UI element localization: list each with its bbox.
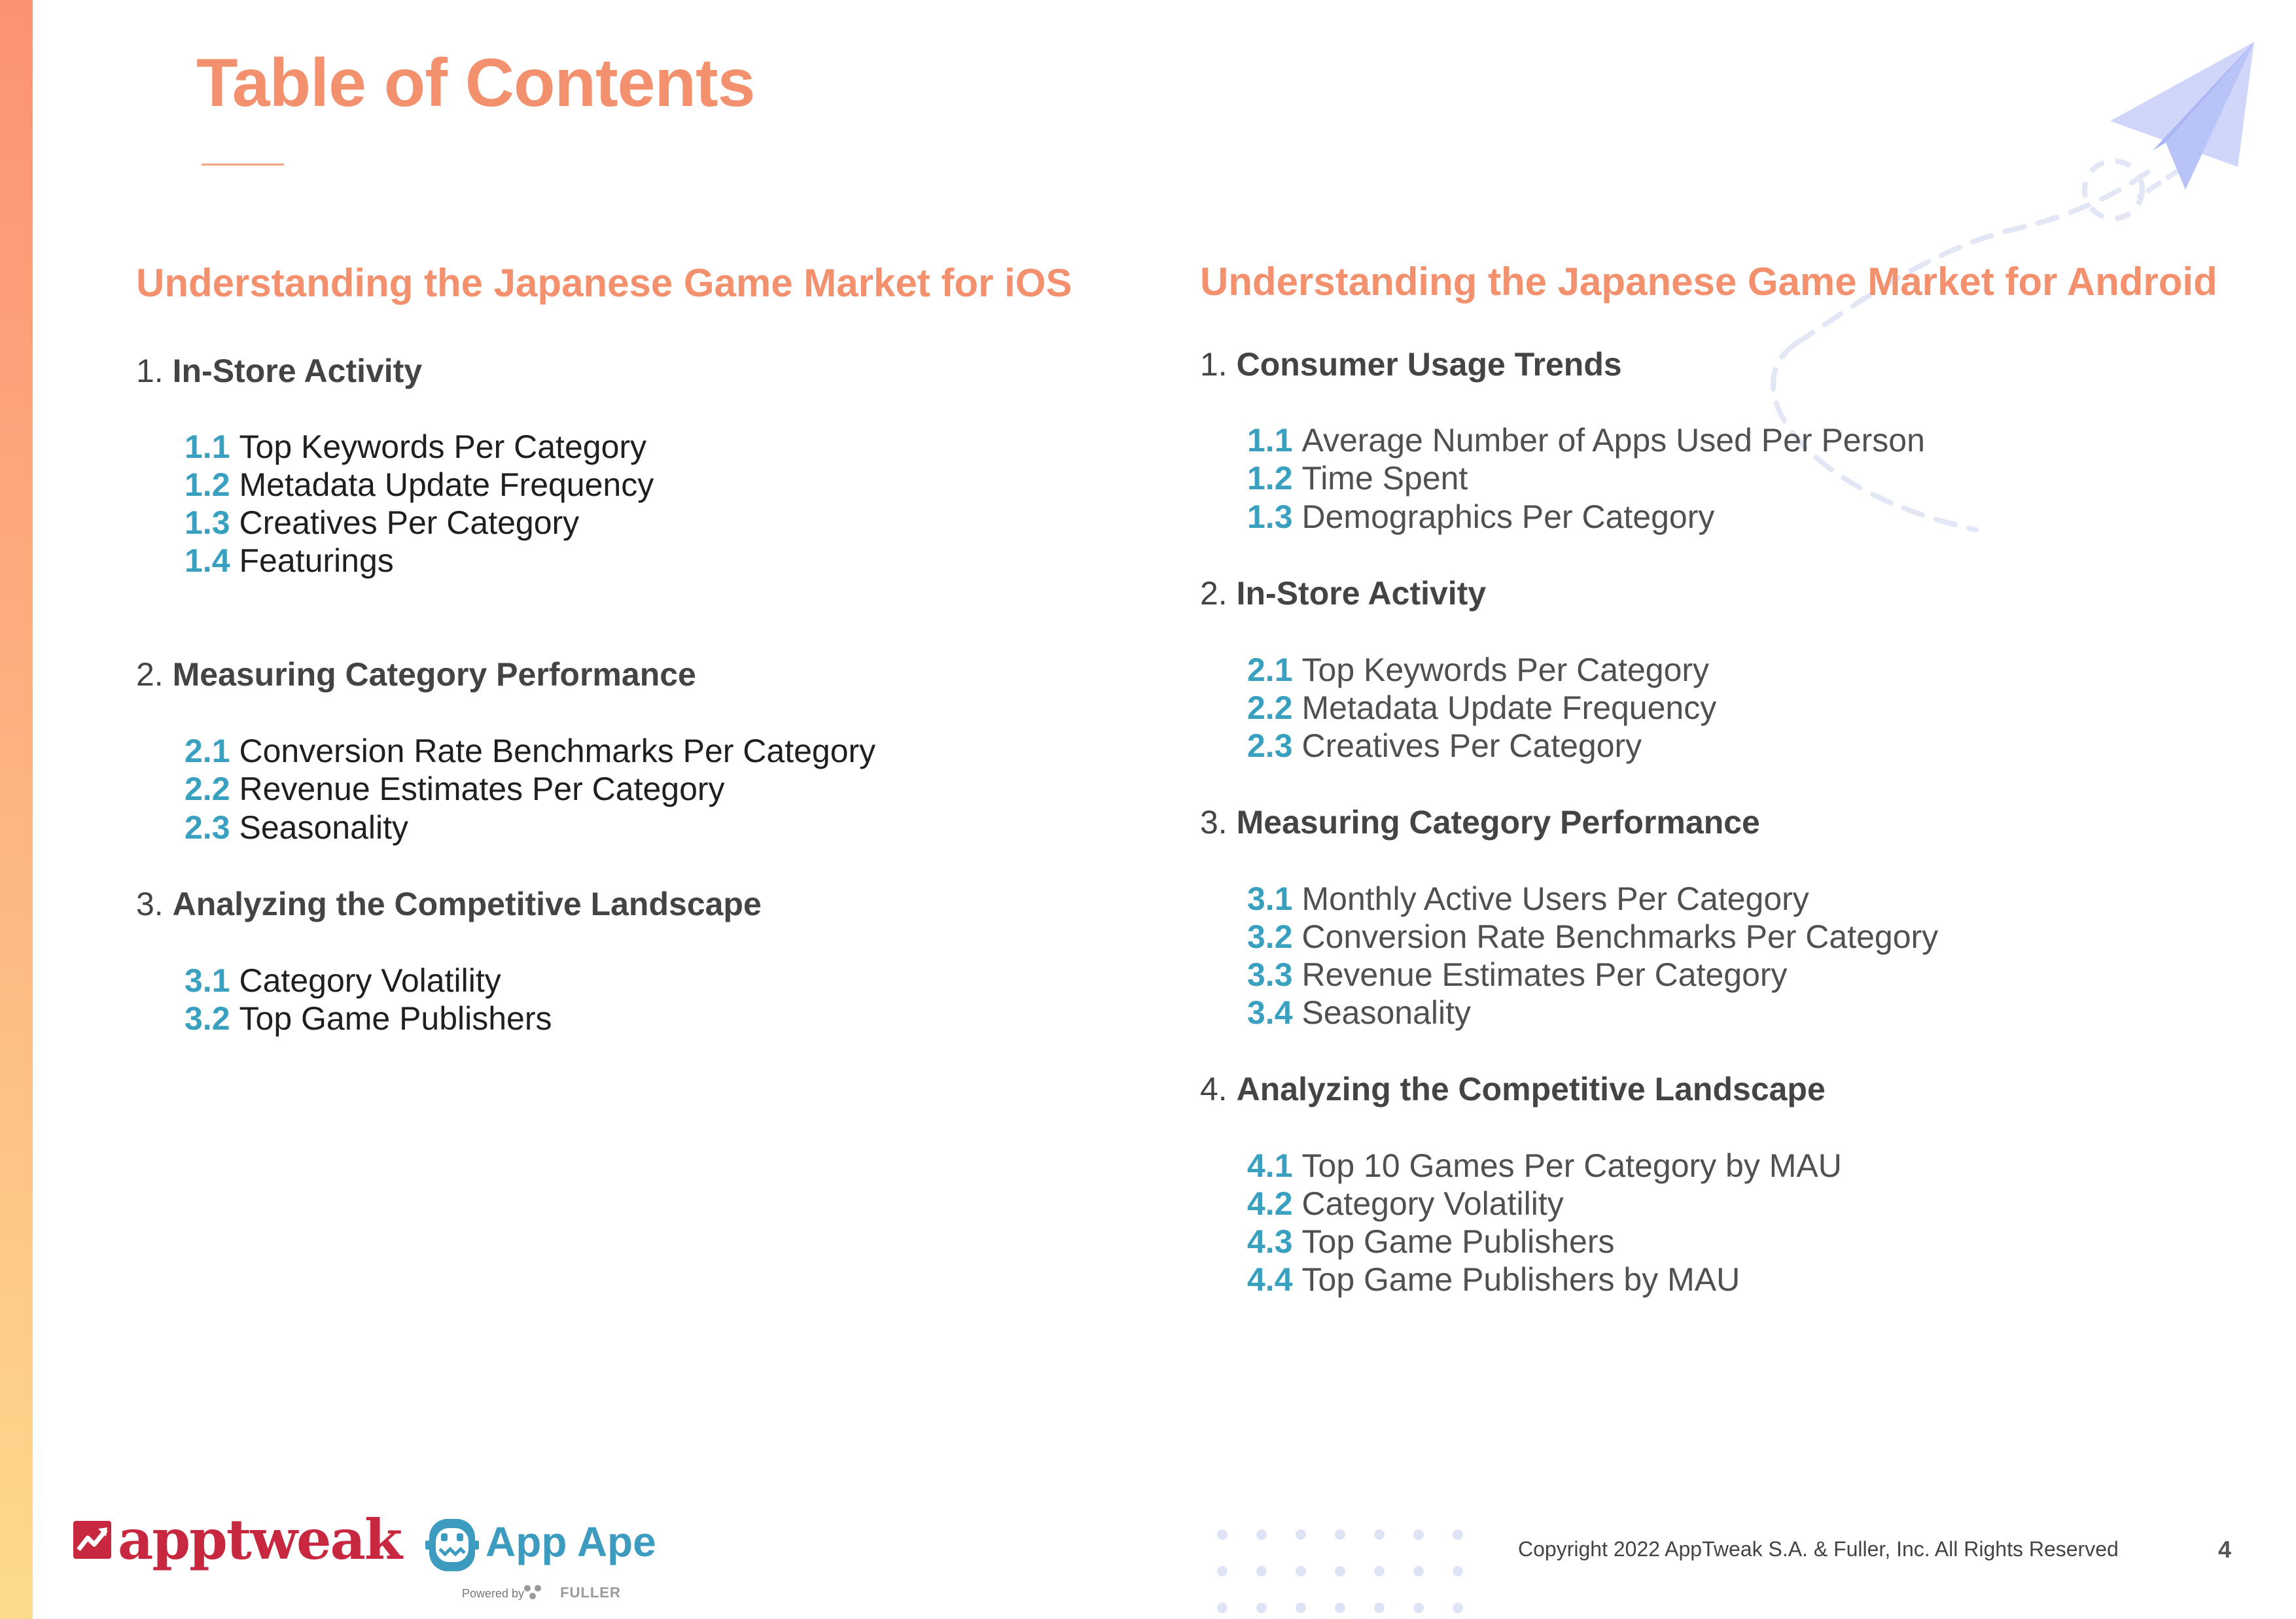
android-section-4[interactable]: [1200, 1070, 1826, 1108]
ios-item-2-2[interactable]: [185, 770, 725, 808]
android-item-2-1[interactable]: [1247, 651, 1709, 689]
decor-dot: [1217, 1529, 1227, 1540]
item-label: Demographics Per Category: [1301, 498, 1715, 535]
ios-item-1-3[interactable]: [185, 504, 579, 542]
section-title: Consumer Usage Trends: [1236, 346, 1622, 383]
title-underline: [202, 164, 284, 165]
android-item-4-1[interactable]: [1247, 1147, 1842, 1185]
item-label: Top Game Publishers by MAU: [1301, 1261, 1740, 1298]
ios-item-1-2[interactable]: [185, 466, 654, 504]
item-number: 3.2: [1247, 918, 1293, 955]
decor-dot: [1217, 1603, 1227, 1613]
item-number: 4.2: [1247, 1185, 1293, 1222]
decor-dot: [1374, 1529, 1385, 1540]
item-label: Average Number of Apps Used Per Person: [1301, 422, 1925, 459]
copyright-text: Copyright 2022 AppTweak S.A. & Fuller, Inc. All Rights Reserved: [1518, 1537, 2119, 1561]
ios-item-2-3[interactable]: [185, 809, 408, 846]
item-label: Top Keywords Per Category: [1301, 652, 1710, 688]
decor-dot: [1413, 1529, 1424, 1540]
item-label: Metadata Update Frequency: [1301, 689, 1717, 726]
android-item-4-4[interactable]: [1247, 1261, 1740, 1298]
section-number: 3.: [136, 886, 164, 922]
item-number: 2.3: [1247, 727, 1293, 764]
android-section-3[interactable]: [1200, 803, 1760, 841]
decor-dot: [1256, 1566, 1267, 1576]
decor-dot: [1335, 1529, 1345, 1540]
ios-item-1-4[interactable]: [185, 542, 394, 580]
decor-dot: [1413, 1603, 1424, 1613]
item-number: 3.4: [1247, 994, 1293, 1031]
section-number: 4.: [1200, 1071, 1227, 1107]
item-number: 1.2: [1247, 460, 1293, 496]
item-label: Featurings: [239, 542, 394, 579]
item-number: 1.1: [1247, 422, 1293, 459]
section-title: Measuring Category Performance: [1236, 804, 1760, 841]
item-label: Metadata Update Frequency: [239, 466, 654, 503]
section-number: 3.: [1200, 804, 1227, 841]
item-label: Seasonality: [239, 809, 409, 846]
powered-by-label: Powered by: [462, 1587, 525, 1600]
section-number: 1.: [1200, 346, 1227, 383]
item-label: Revenue Estimates Per Category: [239, 771, 725, 807]
item-number: 4.1: [1247, 1147, 1293, 1184]
decor-dot: [1296, 1603, 1306, 1613]
section-number: 1.: [136, 353, 164, 389]
item-label: Revenue Estimates Per Category: [1301, 956, 1788, 993]
item-number: 2.1: [185, 733, 230, 769]
android-item-4-3[interactable]: [1247, 1223, 1615, 1261]
ios-item-1-1[interactable]: [185, 428, 646, 466]
android-section-1[interactable]: [1200, 345, 1622, 383]
decor-dot: [1374, 1603, 1385, 1613]
decor-dot: [1413, 1566, 1424, 1576]
item-number: 3.2: [185, 1000, 230, 1037]
dot-grid-decoration: [1217, 1529, 1492, 1619]
item-label: Creatives Per Category: [1301, 727, 1642, 764]
appape-logo: [425, 1516, 656, 1601]
item-number: 2.1: [1247, 652, 1293, 688]
side-gradient-bar: [0, 0, 33, 1619]
decor-dot: [1217, 1566, 1227, 1576]
apptweak-logo-icon: [73, 1521, 111, 1559]
appape-monkey-icon: [425, 1516, 479, 1576]
android-item-4-2[interactable]: [1247, 1185, 1564, 1223]
decor-dot: [1335, 1566, 1345, 1576]
decor-dot: [1256, 1529, 1267, 1540]
decor-dot: [1374, 1566, 1385, 1576]
item-number: 2.2: [185, 771, 230, 807]
item-number: 1.4: [185, 542, 230, 579]
appape-wordmark: App Ape: [486, 1518, 656, 1565]
section-title: Measuring Category Performance: [172, 656, 696, 693]
decor-dot: [1296, 1529, 1306, 1540]
android-item-3-4[interactable]: [1247, 994, 1471, 1032]
section-number: 2.: [136, 656, 164, 693]
item-number: 1.3: [1247, 498, 1293, 535]
page-number: 4: [2218, 1536, 2232, 1563]
ios-item-3-2[interactable]: [185, 1000, 552, 1037]
item-label: Category Volatility: [1301, 1185, 1564, 1222]
decor-dot: [1453, 1529, 1463, 1540]
android-item-2-2[interactable]: [1247, 689, 1716, 727]
page-title: Table of Contents: [196, 45, 755, 121]
section-number: 2.: [1200, 575, 1227, 612]
item-number: 2.2: [1247, 689, 1293, 726]
appape-powered-by: [462, 1584, 621, 1601]
item-label: Monthly Active Users Per Category: [1301, 880, 1809, 917]
ios-section-2[interactable]: [136, 655, 696, 693]
android-item-2-3[interactable]: [1247, 727, 1642, 765]
android-item-1-1[interactable]: [1247, 421, 1925, 459]
item-number: 1.1: [185, 428, 230, 465]
apptweak-logo: [73, 1507, 402, 1572]
section-title: Analyzing the Competitive Landscape: [172, 886, 762, 922]
item-number: 4.4: [1247, 1261, 1293, 1298]
item-label: Top Game Publishers: [1301, 1223, 1615, 1260]
item-label: Category Volatility: [239, 962, 501, 999]
item-number: 1.2: [185, 466, 230, 503]
item-number: 3.3: [1247, 956, 1293, 993]
apptweak-wordmark: apptweak: [118, 1507, 402, 1572]
item-label: Creatives Per Category: [239, 504, 580, 541]
item-label: Top Game Publishers: [239, 1000, 552, 1037]
item-label: Top Keywords Per Category: [239, 428, 647, 465]
android-heading: Understanding the Japanese Game Market for Android: [1200, 260, 2217, 304]
android-item-3-2[interactable]: [1247, 918, 1938, 956]
section-title: In-Store Activity: [172, 353, 423, 389]
item-label: Top 10 Games Per Category by MAU: [1301, 1147, 1842, 1184]
ios-heading: Understanding the Japanese Game Market for iOS: [136, 261, 1072, 305]
section-title: In-Store Activity: [1236, 575, 1487, 612]
android-item-3-3[interactable]: [1247, 956, 1788, 994]
item-number: 3.1: [1247, 880, 1293, 917]
item-label: Time Spent: [1301, 460, 1468, 496]
item-number: 4.3: [1247, 1223, 1293, 1260]
android-item-1-2[interactable]: [1247, 459, 1468, 497]
ios-item-2-1[interactable]: [185, 732, 875, 770]
android-item-1-3[interactable]: [1247, 498, 1714, 536]
ios-section-1[interactable]: [136, 352, 422, 390]
decor-dot: [1335, 1603, 1345, 1613]
item-label: Seasonality: [1301, 994, 1472, 1031]
item-number: 1.3: [185, 504, 230, 541]
decor-dot: [1256, 1603, 1267, 1613]
section-title: Analyzing the Competitive Landscape: [1236, 1071, 1826, 1107]
item-label: Conversion Rate Benchmarks Per Category: [1301, 918, 1939, 955]
item-number: 2.3: [185, 809, 230, 846]
fuller-logo-icon: [522, 1583, 543, 1600]
ios-item-3-1[interactable]: [185, 962, 501, 1000]
item-number: 3.1: [185, 962, 230, 999]
decor-dot: [1453, 1566, 1463, 1576]
android-item-3-1[interactable]: [1247, 880, 1809, 918]
item-label: Conversion Rate Benchmarks Per Category: [239, 733, 876, 769]
decor-dot: [1453, 1603, 1463, 1613]
android-section-2[interactable]: [1200, 574, 1486, 612]
fuller-wordmark: FULLER: [560, 1584, 621, 1601]
decor-dot: [1296, 1566, 1306, 1576]
ios-section-3[interactable]: [136, 885, 762, 923]
